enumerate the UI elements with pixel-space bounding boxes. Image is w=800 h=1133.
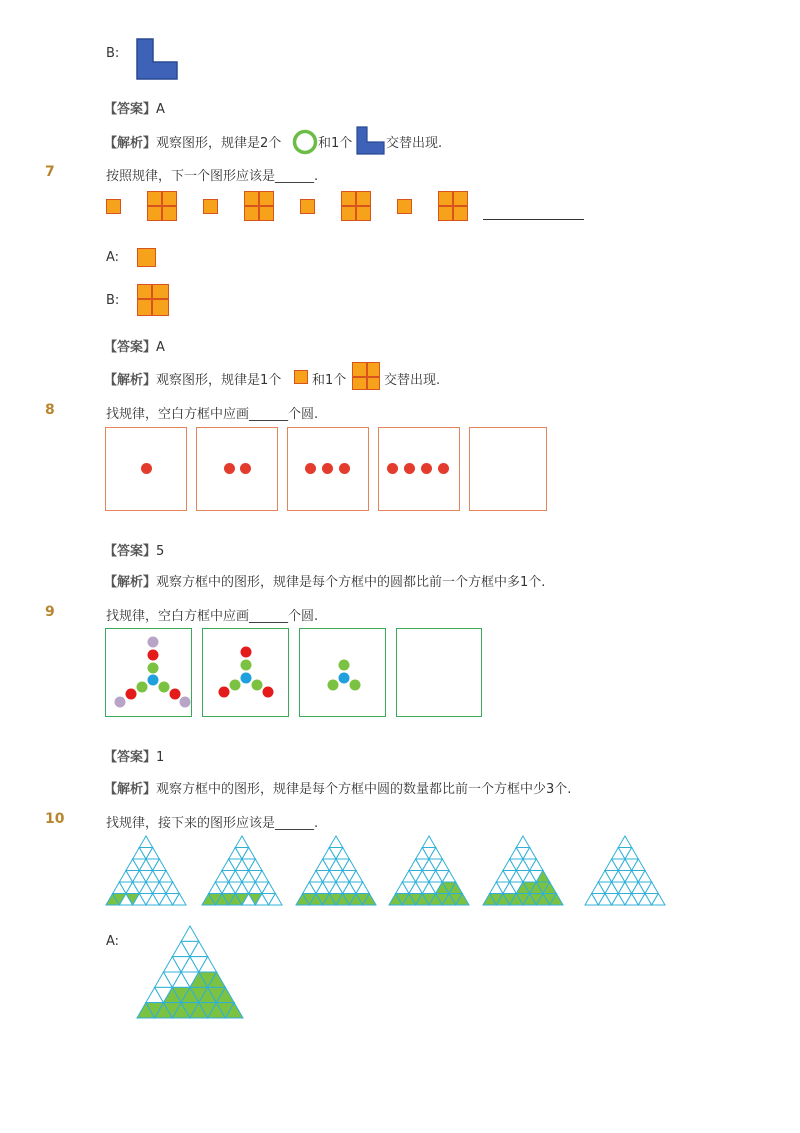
- q7-answer-line: 【答案】A: [104, 340, 165, 355]
- q7-question: 按照规律，下一个图形应该是______.: [106, 169, 319, 184]
- q8-question: 找规律，空白方框中应画______个圆.: [106, 407, 319, 422]
- red-dot: [224, 463, 235, 474]
- empty-green-box: [396, 628, 482, 717]
- grid-cell: [422, 836, 435, 848]
- question-number-9: 9: [45, 604, 55, 620]
- triangle-grid-5: [483, 836, 563, 905]
- q8-answer-line: 【答案】5: [104, 544, 165, 559]
- circle-box-2: [202, 628, 289, 717]
- big-orange-square: [341, 191, 371, 221]
- question-number-7: 7: [45, 164, 55, 180]
- q10-question: 找规律，接下来的图形应该是______.: [106, 816, 319, 831]
- red-dot: [141, 463, 152, 474]
- q7-analysis-end: 交替出现.: [384, 373, 441, 388]
- q10-option-a-label: A:: [106, 934, 120, 949]
- l-shape-icon: [356, 126, 386, 156]
- triangle-grid-3: [296, 836, 376, 905]
- red-dot: [322, 463, 333, 474]
- q6-analysis-end: 交替出现.: [386, 136, 443, 151]
- dot-box-2: [196, 427, 278, 511]
- red-dot: [305, 463, 316, 474]
- q7-option-b-label: B:: [106, 293, 120, 308]
- grid-cell: [618, 836, 631, 848]
- red-dot: [438, 463, 449, 474]
- red-dot: [387, 463, 398, 474]
- answer-blank: [483, 218, 584, 220]
- q9-answer-line: 【答案】1: [104, 750, 165, 765]
- option-a-small-square: [137, 248, 156, 267]
- red-dot: [240, 463, 251, 474]
- q8-analysis-line: 【解析】观察方框中的图形，规律是每个方框中的圆都比前一个方框中多1个.: [104, 575, 546, 590]
- q7-option-a-label: A:: [106, 250, 120, 265]
- q6-analysis-line: 【解析】观察图形，规律是2个: [104, 136, 282, 151]
- q9-analysis-line: 【解析】观察方框中的图形，规律是每个方框中圆的数量都比前一个方框中少3个.: [104, 782, 572, 797]
- red-dot: [421, 463, 432, 474]
- big-orange-square-icon: [352, 362, 380, 390]
- triangle-grid-6: [585, 836, 665, 905]
- grid-cell: [516, 836, 529, 848]
- red-dot: [339, 463, 350, 474]
- grid-cell: [181, 926, 199, 941]
- q7-analysis-and: 和1个: [312, 373, 347, 388]
- option-b-big-square: [137, 284, 169, 316]
- circle-box-3: [299, 628, 386, 717]
- q6-analysis-and: 和1个: [318, 136, 353, 151]
- question-number-8: 8: [45, 402, 55, 418]
- circle-box-1: [105, 628, 192, 717]
- dot-box-3: [287, 427, 369, 511]
- small-orange-square-icon: [294, 370, 308, 384]
- triangle-grid-2: [202, 836, 282, 905]
- q9-question: 找规律，空白方框中应画______个圆.: [106, 609, 319, 624]
- triangle-grid-1: [106, 836, 186, 905]
- l-shape-option-b: [136, 38, 180, 82]
- small-orange-square: [106, 199, 121, 214]
- red-dot: [404, 463, 415, 474]
- question-number-10: 10: [45, 811, 65, 827]
- small-orange-square: [300, 199, 315, 214]
- triangle-grid-4: [389, 836, 469, 905]
- grid-cell: [139, 836, 152, 848]
- big-orange-square: [244, 191, 274, 221]
- small-orange-square: [203, 199, 218, 214]
- q7-analysis-line: 【解析】观察图形，规律是1个: [104, 373, 282, 388]
- dot-box-4: [378, 427, 460, 511]
- grid-cell: [329, 836, 342, 848]
- tri-dot-figure-7: [203, 629, 290, 718]
- tri-dot-figure-4: [300, 629, 387, 718]
- green-ring-icon: [292, 129, 318, 155]
- small-orange-square: [397, 199, 412, 214]
- big-orange-square: [147, 191, 177, 221]
- empty-box: [469, 427, 547, 511]
- q6-answer-line: 【答案】A: [104, 102, 165, 117]
- grid-cell: [235, 836, 248, 848]
- big-orange-square: [438, 191, 468, 221]
- triangle-grid-option-a: [137, 926, 243, 1018]
- q6-option-b-label: B:: [106, 46, 120, 61]
- dot-box-1: [105, 427, 187, 511]
- tri-dot-figure-12: [106, 629, 193, 718]
